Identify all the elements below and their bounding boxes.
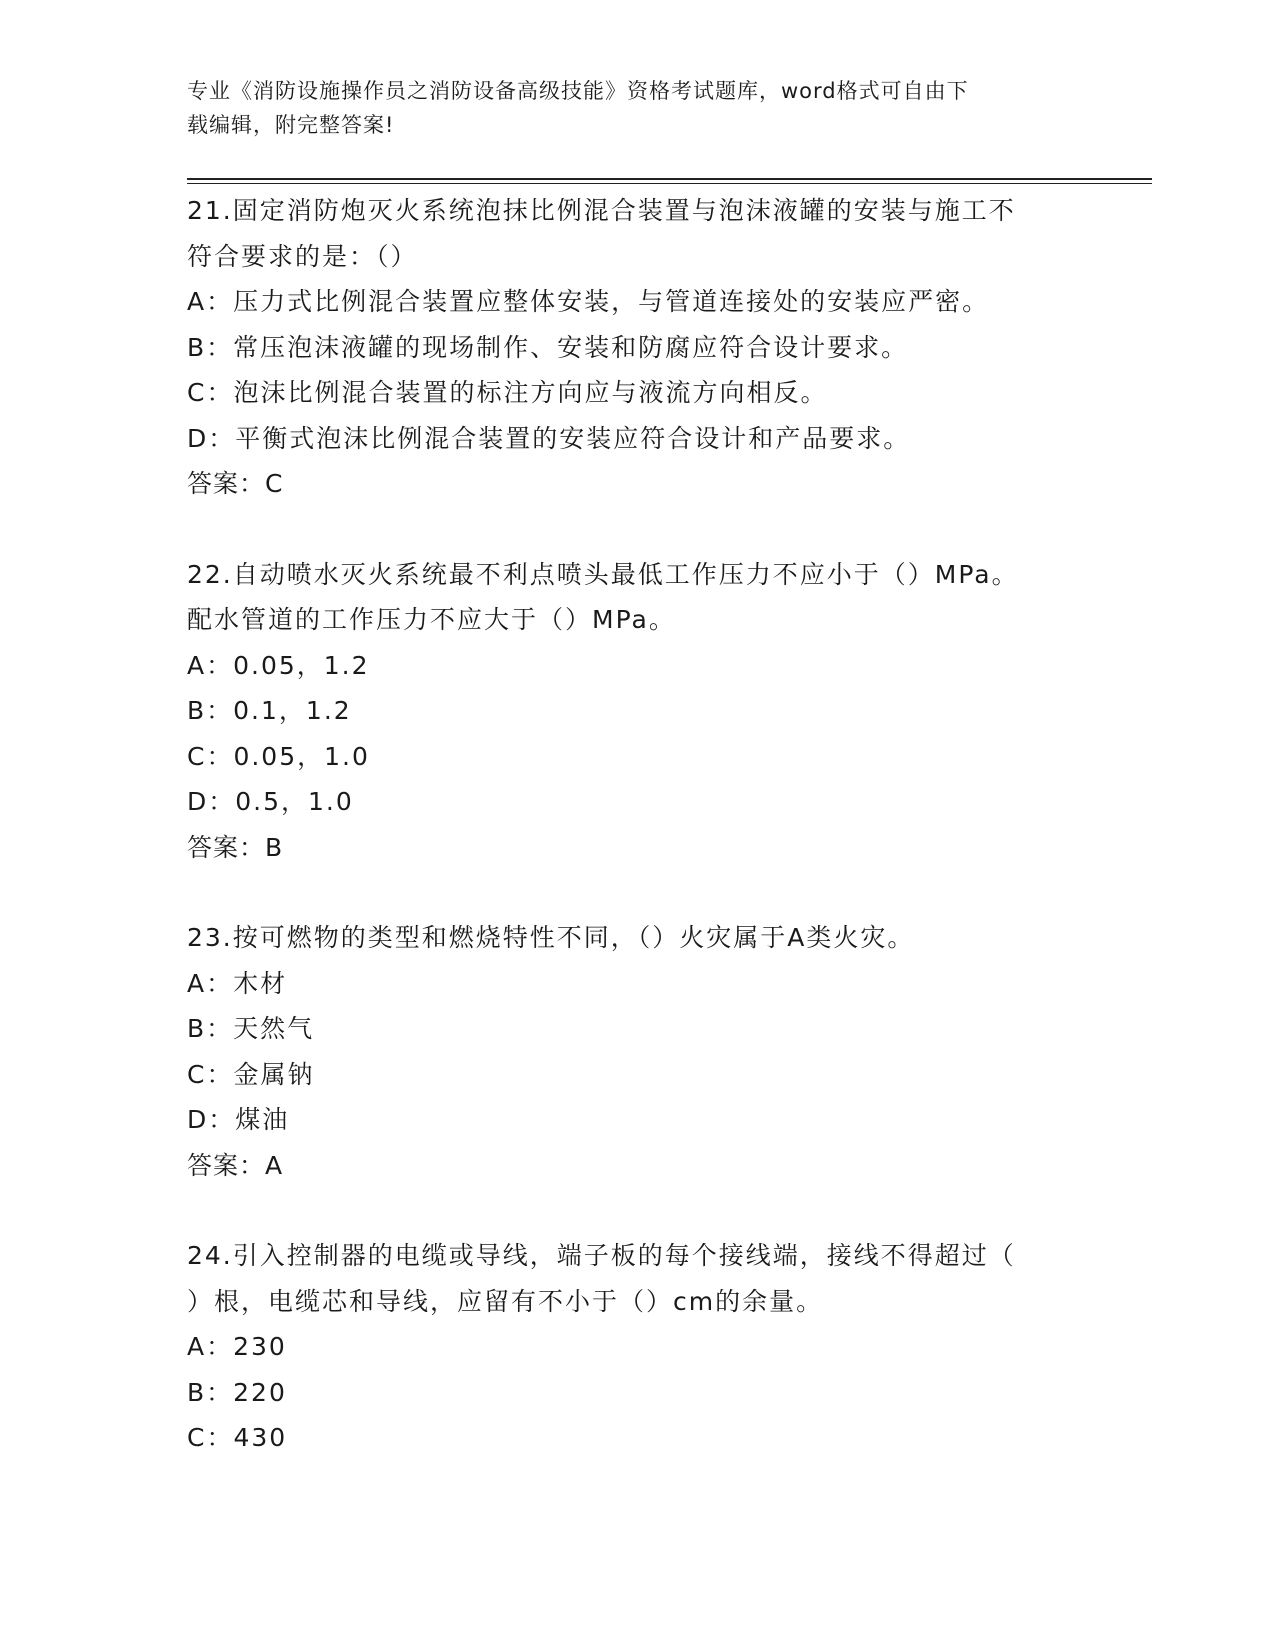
question-stem-line: 23.按可燃物的类型和燃烧特性不同，（）火灾属于A类火灾。: [187, 923, 915, 952]
answer-label: 答案：: [187, 832, 266, 862]
answer-value: A: [265, 1150, 284, 1180]
question-stem-line: ）根，电缆芯和导线，应留有不小于（）cm的余量。: [187, 1286, 824, 1316]
question-stem-line: 21.固定消防炮灭火系统泡抹比例混合装置与泡沫液罐的安装与施工不: [187, 196, 1016, 225]
question-22: [187, 552, 1087, 871]
option-b: B：常压泡沫液罐的现场制作、安装和防腐应符合设计要求。: [187, 332, 909, 362]
answer-line: [187, 825, 1087, 871]
question-23: [187, 915, 1087, 1188]
option-a: A：压力式比例混合装置应整体安装，与管道连接处的安装应严密。: [187, 287, 990, 316]
answer-value: C: [265, 469, 284, 498]
answer-line: [187, 1143, 1087, 1189]
question-stem-line: 24.引入控制器的电缆或导线，端子板的每个接线端，接线不得超过（: [187, 1241, 1016, 1270]
question-stem-line: 符合要求的是：（）: [187, 241, 418, 271]
option-d: D：平衡式泡沫比例混合装置的安装应符合设计和产品要求。: [187, 423, 911, 453]
header-line-2: 载编辑，附完整答案!: [187, 113, 395, 137]
option-b: B：220: [187, 1377, 287, 1407]
question-stem-line: 22.自动喷水灭火系统最不利点喷头最低工作压力不应小于（）MPa。: [187, 559, 1019, 589]
option-b: B：天然气: [187, 1014, 315, 1043]
answer-value: B: [265, 832, 284, 862]
option-a: A：木材: [187, 968, 288, 998]
header-divider-thin: [187, 183, 1152, 184]
answer-label: 答案：: [187, 1150, 266, 1180]
option-a: A：0.05，1.2: [187, 650, 370, 680]
answer-line: [187, 461, 1087, 507]
option-c: C：430: [187, 1423, 288, 1452]
option-d: D：煤油: [187, 1105, 290, 1134]
header-line-1: 专业《消防设施操作员之消防设备高级技能》资格考试题库，word格式可自由下: [187, 79, 969, 103]
option-c: C：金属钠: [187, 1059, 315, 1089]
document-header: [187, 74, 1087, 142]
question-list: [187, 188, 1087, 1506]
option-a: A：230: [187, 1332, 287, 1361]
option-d: D：0.5，1.0: [187, 787, 354, 816]
header-divider-thick: [187, 178, 1152, 180]
option-b: B：0.1，1.2: [187, 696, 352, 725]
answer-label: 答案：: [187, 469, 266, 498]
question-24: [187, 1233, 1087, 1461]
question-stem-line: 配水管道的工作压力不应大于（）MPa。: [187, 605, 676, 634]
option-c: C：0.05，1.0: [187, 741, 370, 771]
question-21: [187, 188, 1087, 507]
option-c: C：泡沫比例混合装置的标注方向应与液流方向相反。: [187, 378, 828, 407]
